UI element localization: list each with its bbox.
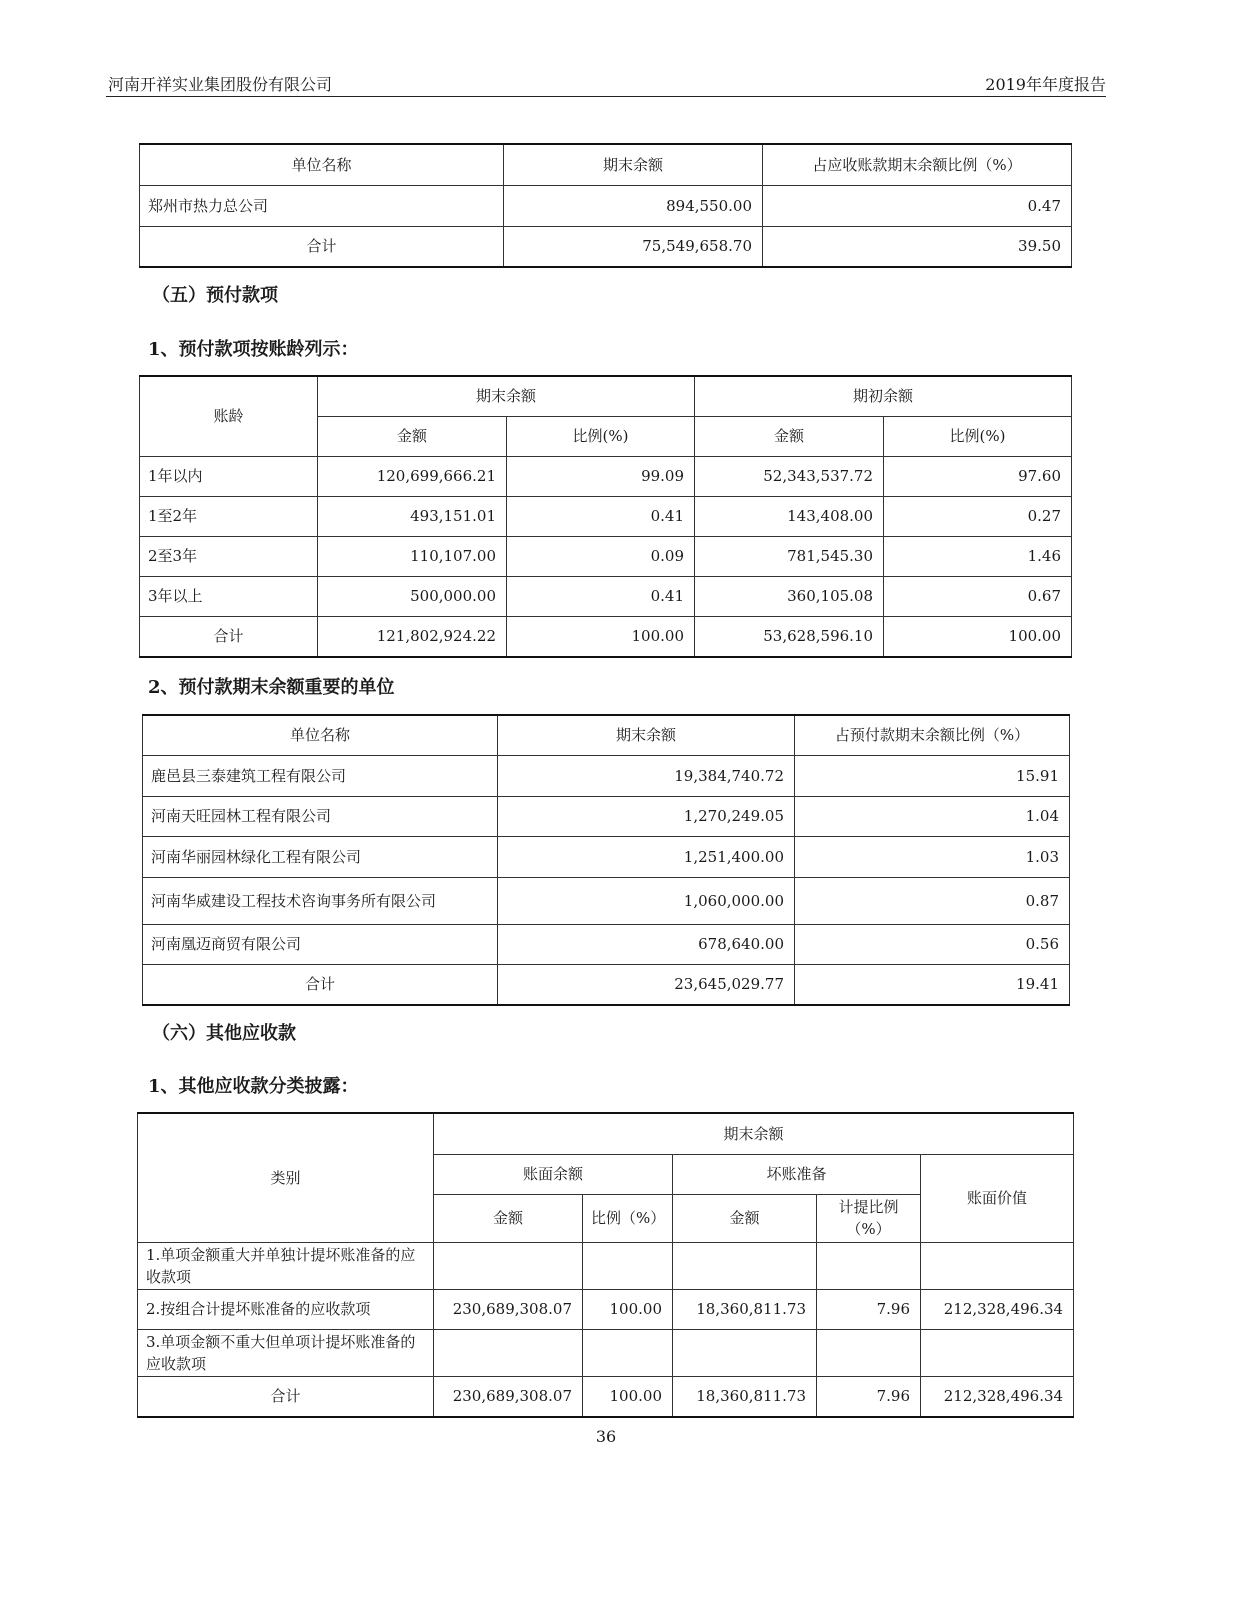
ratio: 0.56 xyxy=(795,924,1070,964)
page-number: 36 xyxy=(595,1427,617,1446)
end-balance: 19,384,740.72 xyxy=(498,755,795,796)
section-6-title: （六）其他应收款 xyxy=(152,1023,296,1044)
table-row xyxy=(143,877,1070,924)
col-category: 类别 xyxy=(138,1113,434,1242)
bad-debt-amount: 18,360,811.73 xyxy=(673,1289,817,1329)
book-ratio xyxy=(583,1242,673,1289)
ratio: 15.91 xyxy=(795,755,1070,796)
receivables-units-table xyxy=(139,143,1072,268)
section-5-sub2: 2、预付款期末余额重要的单位 xyxy=(148,677,395,698)
col-book-balance: 账面余额 xyxy=(434,1154,673,1194)
book-amount xyxy=(434,1242,583,1289)
col-end-balance: 期末余额 xyxy=(498,715,795,755)
total-ratio: 39.50 xyxy=(763,226,1072,267)
ratio: 0.87 xyxy=(795,877,1070,924)
provision-ratio xyxy=(817,1242,921,1289)
end-balance: 1,270,249.05 xyxy=(498,796,795,836)
header-divider xyxy=(106,96,1106,97)
ratio: 0.47 xyxy=(763,185,1072,226)
col-amount: 金额 xyxy=(318,416,507,456)
book-amount: 230,689,308.07 xyxy=(434,1289,583,1329)
unit-name: 郑州市热力总公司 xyxy=(140,185,504,226)
begin-amount: 360,105.08 xyxy=(695,576,884,616)
end-amount: 493,151.01 xyxy=(318,496,507,536)
book-value xyxy=(921,1329,1074,1376)
begin-amount: 52,343,537.72 xyxy=(695,456,884,496)
begin-amount: 53,628,596.10 xyxy=(695,616,884,657)
section-6-sub1: 1、其他应收款分类披露： xyxy=(148,1076,359,1097)
category: 1.单项金额重大并单独计提坏账准备的应收款项 xyxy=(138,1242,434,1289)
total-balance: 75,549,658.70 xyxy=(504,226,763,267)
aging: 1年以内 xyxy=(140,456,318,496)
table-row xyxy=(140,496,1072,536)
prepayment-units-table xyxy=(142,714,1070,1006)
bad-debt-amount xyxy=(673,1329,817,1376)
col-unit-name: 单位名称 xyxy=(140,144,504,185)
unit-name: 河南天旺园林工程有限公司 xyxy=(143,796,498,836)
begin-ratio: 0.27 xyxy=(884,496,1072,536)
col-end-balance: 期末余额 xyxy=(504,144,763,185)
end-amount: 121,802,924.22 xyxy=(318,616,507,657)
total-row xyxy=(140,616,1072,657)
ratio: 1.03 xyxy=(795,836,1070,877)
col-ratio: 比例(%) xyxy=(884,416,1072,456)
table-row xyxy=(140,185,1072,226)
end-balance: 1,251,400.00 xyxy=(498,836,795,877)
end-ratio: 100.00 xyxy=(507,616,695,657)
provision-ratio xyxy=(817,1329,921,1376)
aging: 3年以上 xyxy=(140,576,318,616)
section-5-title: （五）预付款项 xyxy=(152,285,278,306)
end-ratio: 99.09 xyxy=(507,456,695,496)
book-value xyxy=(921,1242,1074,1289)
end-ratio: 0.09 xyxy=(507,536,695,576)
unit-name: 河南华威建设工程技术咨询事务所有限公司 xyxy=(143,877,498,924)
company-name: 河南开祥实业集团股份有限公司 xyxy=(108,75,333,94)
total-label: 合计 xyxy=(138,1376,434,1417)
table-row xyxy=(140,536,1072,576)
bad-debt-amount xyxy=(673,1242,817,1289)
table-row xyxy=(138,1242,1074,1289)
book-amount: 230,689,308.07 xyxy=(434,1376,583,1417)
col-begin-balance: 期初余额 xyxy=(695,376,1072,416)
col-ratio: 比例(%) xyxy=(507,416,695,456)
begin-amount: 781,545.30 xyxy=(695,536,884,576)
aging: 1至2年 xyxy=(140,496,318,536)
unit-name: 河南凰迈商贸有限公司 xyxy=(143,924,498,964)
unit-name: 鹿邑县三泰建筑工程有限公司 xyxy=(143,755,498,796)
section-5-sub1: 1、预付款项按账龄列示： xyxy=(148,339,359,360)
total-row xyxy=(140,226,1072,267)
total-balance: 23,645,029.77 xyxy=(498,964,795,1005)
table-row xyxy=(140,576,1072,616)
col-book-value: 账面价值 xyxy=(921,1154,1074,1242)
begin-ratio: 0.67 xyxy=(884,576,1072,616)
table-row xyxy=(140,456,1072,496)
end-balance: 678,640.00 xyxy=(498,924,795,964)
book-ratio: 100.00 xyxy=(583,1289,673,1329)
begin-ratio: 97.60 xyxy=(884,456,1072,496)
book-amount xyxy=(434,1329,583,1376)
table-row xyxy=(143,796,1070,836)
total-label: 合计 xyxy=(140,616,318,657)
begin-ratio: 1.46 xyxy=(884,536,1072,576)
total-label: 合计 xyxy=(140,226,504,267)
col-provision-ratio: 计提比例（%） xyxy=(817,1194,921,1242)
col-bad-debt: 坏账准备 xyxy=(673,1154,921,1194)
begin-ratio: 100.00 xyxy=(884,616,1072,657)
ratio: 1.04 xyxy=(795,796,1070,836)
bad-debt-amount: 18,360,811.73 xyxy=(673,1376,817,1417)
category: 2.按组合计提坏账准备的应收款项 xyxy=(138,1289,434,1329)
end-amount: 500,000.00 xyxy=(318,576,507,616)
col-ratio: 比例（%） xyxy=(583,1194,673,1242)
end-balance: 894,550.00 xyxy=(504,185,763,226)
provision-ratio: 7.96 xyxy=(817,1376,921,1417)
table-row xyxy=(138,1329,1074,1376)
table-row xyxy=(143,755,1070,796)
end-amount: 110,107.00 xyxy=(318,536,507,576)
col-aging: 账龄 xyxy=(140,376,318,456)
category: 3.单项金额不重大但单项计提坏账准备的应收款项 xyxy=(138,1329,434,1376)
other-receivables-table xyxy=(137,1112,1074,1418)
col-amount: 金额 xyxy=(695,416,884,456)
book-ratio xyxy=(583,1329,673,1376)
total-row xyxy=(138,1376,1074,1417)
prepayment-aging-table xyxy=(139,375,1072,658)
book-value: 212,328,496.34 xyxy=(921,1376,1074,1417)
end-balance: 1,060,000.00 xyxy=(498,877,795,924)
report-title: 2019年年度报告 xyxy=(985,75,1106,94)
begin-amount: 143,408.00 xyxy=(695,496,884,536)
col-ratio: 占应收账款期末余额比例（%） xyxy=(763,144,1072,185)
col-ratio: 占预付款期末余额比例（%） xyxy=(795,715,1070,755)
col-amount: 金额 xyxy=(434,1194,583,1242)
end-amount: 120,699,666.21 xyxy=(318,456,507,496)
end-ratio: 0.41 xyxy=(507,576,695,616)
col-end-balance: 期末余额 xyxy=(318,376,695,416)
col-end-balance: 期末余额 xyxy=(434,1113,1074,1154)
unit-name: 河南华丽园林绿化工程有限公司 xyxy=(143,836,498,877)
col-amount: 金额 xyxy=(673,1194,817,1242)
col-unit-name: 单位名称 xyxy=(143,715,498,755)
end-ratio: 0.41 xyxy=(507,496,695,536)
table-row xyxy=(143,924,1070,964)
total-ratio: 19.41 xyxy=(795,964,1070,1005)
provision-ratio: 7.96 xyxy=(817,1289,921,1329)
table-row xyxy=(138,1289,1074,1329)
book-value: 212,328,496.34 xyxy=(921,1289,1074,1329)
total-row xyxy=(143,964,1070,1005)
book-ratio: 100.00 xyxy=(583,1376,673,1417)
aging: 2至3年 xyxy=(140,536,318,576)
table-row xyxy=(143,836,1070,877)
total-label: 合计 xyxy=(143,964,498,1005)
